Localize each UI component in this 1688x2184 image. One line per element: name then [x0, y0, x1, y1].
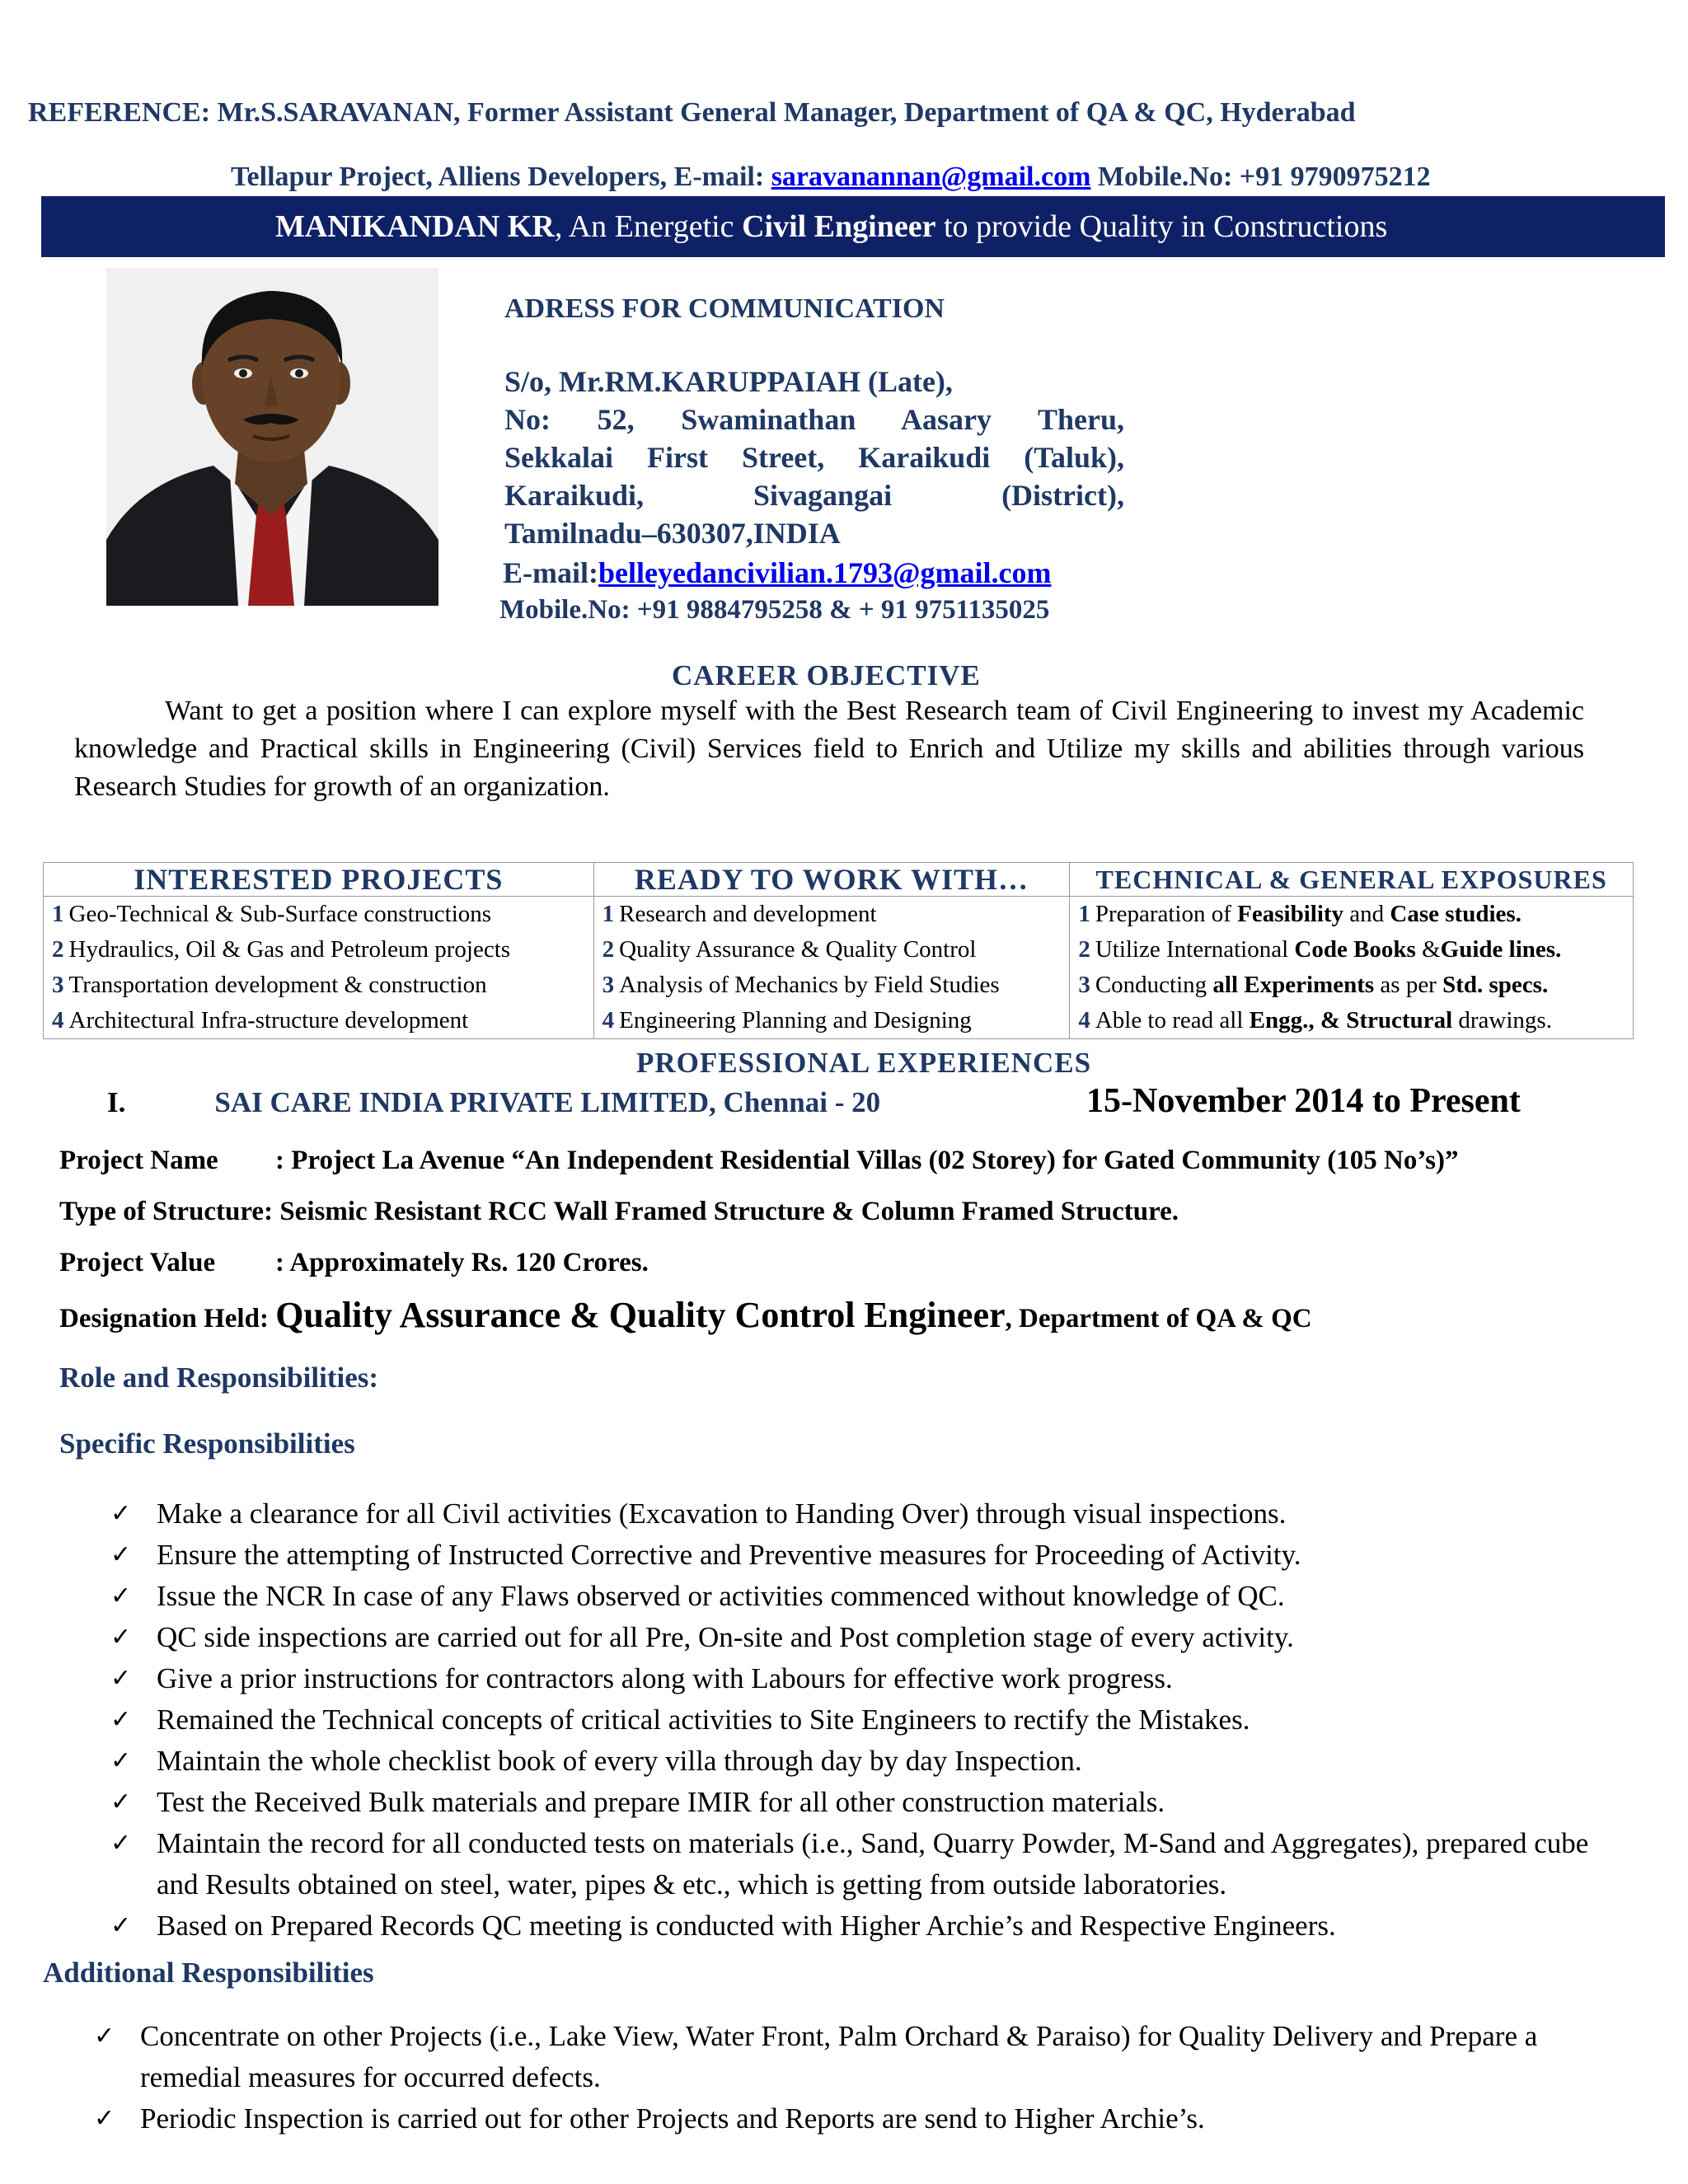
list-item: 4 Architectural Infra-structure development — [52, 1007, 469, 1033]
candidate-email — [503, 555, 1051, 590]
check-mark-icon: ✓ — [110, 1664, 132, 1693]
list-item: 1 Geo-Technical & Sub-Surface constructions — [52, 901, 492, 927]
company-line — [107, 1086, 880, 1119]
list-item: ✓ Make a clearance for all Civil activities (Excavation to Handing Over) through visual inspections. — [110, 1493, 1627, 1535]
role-heading: Role and Responsibilities: — [59, 1361, 378, 1394]
structure-value: Seismic Resistant RCC Wall Framed Structure & Column Framed Structure. — [279, 1197, 1179, 1226]
designation-label: Designation Held: — [59, 1304, 276, 1333]
career-objective — [74, 692, 1584, 806]
check-mark-icon: ✓ — [110, 1499, 132, 1528]
list-item: ✓ Remained the Technical concepts of critical activities to Site Engineers to rectify the Mistakes. — [110, 1699, 1627, 1741]
list-item: ✓ Ensure the attempting of Instructed Corrective and Preventive measures for Proceeding of Activity. — [110, 1535, 1627, 1576]
additional-heading: Additional Responsibilities — [43, 1957, 374, 1989]
address-block — [504, 363, 1124, 552]
reference-contact — [231, 162, 1431, 193]
address-line: Sekkalai First Street, Karaikudi (Taluk), — [504, 441, 1124, 474]
list-item: 3 Analysis of Mechanics by Field Studies — [602, 972, 1000, 998]
project-name-row — [59, 1146, 1458, 1176]
interested-projects-list — [44, 897, 594, 1039]
profile-photo-image — [106, 268, 438, 606]
specific-heading: Specific Responsibilities — [59, 1427, 355, 1460]
name-banner — [41, 196, 1665, 257]
skills-table — [43, 862, 1634, 1039]
reference-line: REFERENCE: Mr.S.SARAVANAN, Former Assistant General Manager, Department of QA & QC, Hyderabad — [28, 97, 1356, 128]
check-mark-icon: ✓ — [110, 1788, 132, 1816]
list-item: 2 Quality Assurance & Quality Control — [602, 936, 977, 963]
list-item: ✓ Concentrate on other Projects (i.e., Lake View, Water Front, Palm Orchard & Paraiso) for Quality Delivery and Prepare a remedial measures for occurred defects. — [94, 2016, 1594, 2098]
designation-row — [59, 1294, 1312, 1336]
ready-to-work-list — [593, 897, 1070, 1039]
skills-col-ready-title: READY TO WORK WITH… — [593, 863, 1070, 897]
company-name: SAI CARE INDIA PRIVATE LIMITED, Chennai - 20 — [214, 1086, 881, 1118]
check-mark-icon: ✓ — [110, 1705, 132, 1734]
experience-title: PROFESSIONAL EXPERIENCES — [636, 1047, 1092, 1079]
check-mark-icon: ✓ — [110, 1911, 132, 1940]
list-item: ✓ Based on Prepared Records QC meeting is conducted with Higher Archie’s and Respective Engineers. — [110, 1905, 1627, 1947]
address-line: No: 52, Swaminathan Aasary Theru, — [504, 403, 1124, 436]
address-line: Tamilnadu–630307,INDIA — [504, 517, 841, 550]
check-mark-icon: ✓ — [94, 2104, 115, 2133]
list-item: 3 Transportation development & construction — [52, 972, 487, 998]
designation-value: Quality Assurance & Quality Control Engineer — [275, 1295, 1006, 1335]
profile-photo — [106, 268, 438, 606]
list-item: ✓ Maintain the record for all conducted tests on materials (i.e., Sand, Quarry Powder, M-Sand and Aggregates), prepared cube and Results obtained on steel, water, pipes & etc., which is getting from outside laboratories. — [110, 1823, 1627, 1905]
list-item: ✓ QC side inspections are carried out for all Pre, On-site and Post completion stage of every activity. — [110, 1617, 1627, 1658]
candidate-email-link[interactable]: belleyedancivilian.1793@gmail.com — [598, 556, 1052, 589]
list-item: ✓ Maintain the whole checklist book of every villa through day by day Inspection. — [110, 1741, 1627, 1782]
list-item: 3 Conducting all Experiments as per Std. specs. — [1078, 972, 1549, 998]
list-item: 1 Preparation of Feasibility and Case studies. — [1078, 901, 1522, 927]
project-value: : Approximately Rs. 120 Crores. — [275, 1248, 649, 1277]
designation-dept: , Department of QA & QC — [1005, 1304, 1312, 1333]
list-item: 4 Engineering Planning and Designing — [602, 1007, 972, 1033]
email-label: E-mail: — [503, 556, 598, 589]
check-mark-icon: ✓ — [110, 1746, 132, 1775]
list-item: 2 Hydraulics, Oil & Gas and Petroleum projects — [52, 936, 511, 963]
structure-row — [59, 1197, 1179, 1227]
reference-contact-prefix: Tellapur Project, Alliens Developers, E-mail: — [231, 162, 771, 192]
list-item: ✓ Give a prior instructions for contractors along with Labours for effective work progress. — [110, 1658, 1627, 1699]
candidate-name: MANIKANDAN KR — [275, 209, 555, 244]
check-mark-icon: ✓ — [110, 1623, 132, 1652]
career-objective-text: Want to get a position where I can explore myself with the Best Research team of Civil Engineering to invest my Academic knowledge and Practical skills in Engineering (Civil) Services field to Enrich and Utilize my skills and abilities through various Research Studies for growth of an organization. — [74, 696, 1584, 802]
list-item: ✓ Issue the NCR In case of any Flaws observed or activities commenced without knowledge of QC. — [110, 1576, 1627, 1617]
address-title: ADRESS FOR COMMUNICATION — [504, 293, 945, 324]
candidate-mobile: Mobile.No: +91 9884795258 & + 91 9751135025 — [499, 595, 1050, 625]
list-item: ✓ Test the Received Bulk materials and prepare IMIR for all other construction materials. — [110, 1782, 1627, 1823]
check-mark-icon: ✓ — [94, 2022, 115, 2050]
address-line: Karaikudi, Sivagangai (District), — [504, 479, 1124, 512]
list-item: ✓ Periodic Inspection is carried out for other Projects and Reports are send to Higher Archie’s. — [94, 2098, 1594, 2139]
check-mark-icon: ✓ — [110, 1540, 132, 1569]
check-mark-icon: ✓ — [110, 1829, 132, 1858]
employment-dates: 15-November 2014 to Present — [1086, 1082, 1521, 1120]
project-value-label: Project Value — [59, 1248, 216, 1277]
address-line: S/o, Mr.RM.KARUPPAIAH (Late), — [504, 365, 953, 398]
career-objective-title: CAREER OBJECTIVE — [672, 659, 981, 691]
project-name-value: : Project La Avenue “An Independent Residential Villas (02 Storey) for Gated Community (105 No’s)” — [275, 1146, 1459, 1175]
banner-text-1: , An Energetic — [554, 209, 743, 244]
structure-label: Type of Structure: — [59, 1197, 280, 1226]
list-item: 1 Research and development — [602, 901, 877, 927]
skills-col-exposures-title: TECHNICAL & GENERAL EXPOSURES — [1070, 863, 1634, 897]
technical-exposures-list — [1070, 897, 1634, 1039]
banner-role: Civil Engineer — [742, 209, 936, 244]
banner-text-2: to provide Quality in Constructions — [935, 209, 1388, 244]
project-name-label: Project Name — [59, 1146, 218, 1175]
additional-responsibilities-list — [94, 2016, 1594, 2139]
list-item: 4 Able to read all Engg., & Structural drawings. — [1078, 1007, 1552, 1033]
list-item: 2 Utilize International Code Books &Guide lines. — [1078, 936, 1562, 963]
reference-email-link[interactable]: saravanannan@gmail.com — [771, 162, 1091, 192]
specific-responsibilities-list — [110, 1493, 1627, 1947]
check-mark-icon: ✓ — [110, 1582, 132, 1610]
skills-col-interested-title: INTERESTED PROJECTS — [44, 863, 594, 897]
project-value-row — [59, 1248, 649, 1278]
reference-mobile: Mobile.No: +91 9790975212 — [1090, 162, 1431, 192]
company-index: I. — [107, 1086, 126, 1118]
